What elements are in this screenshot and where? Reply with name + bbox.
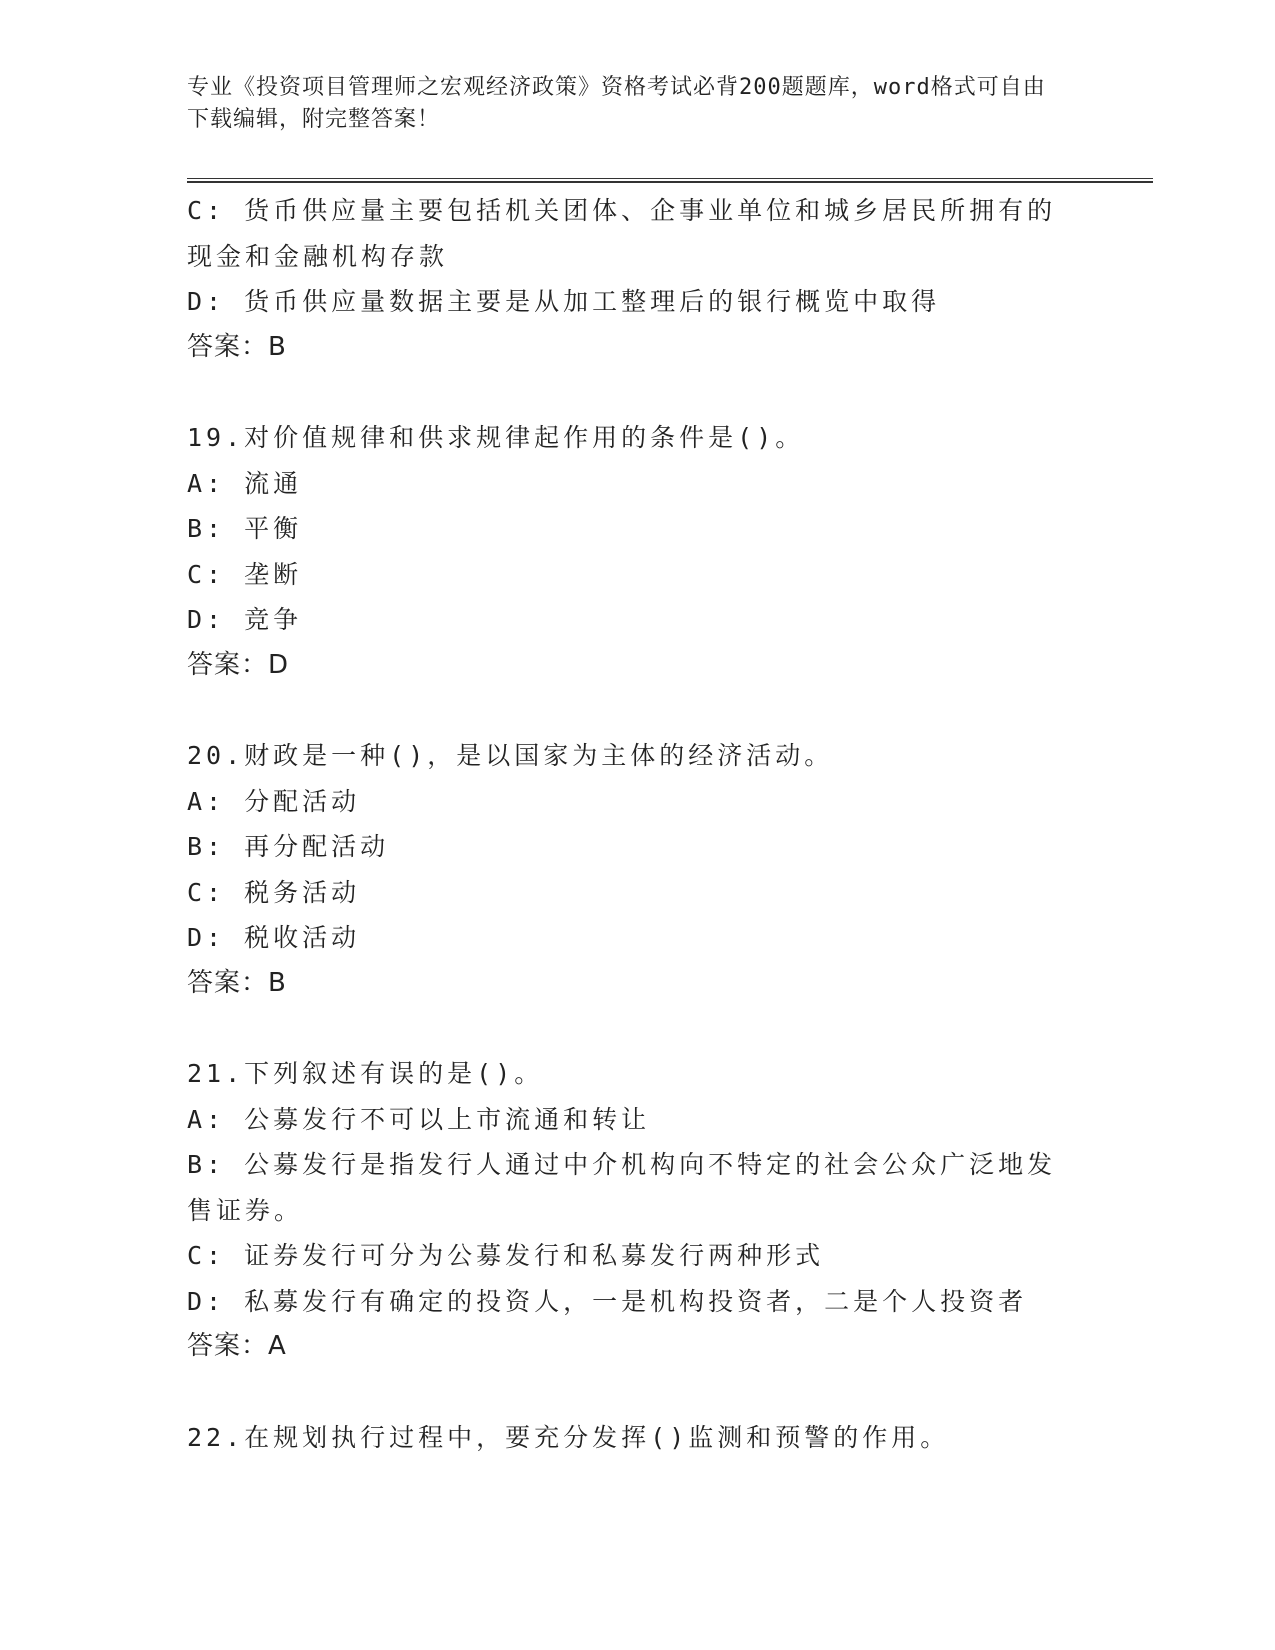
continued-question — [187, 188, 1077, 370]
option-b: B: 平衡 — [187, 514, 303, 543]
question-text: 21.下列叙述有误的是()。 — [187, 1059, 544, 1088]
option-b: B: 再分配活动 — [187, 832, 390, 861]
question-20 — [187, 733, 1077, 1006]
answer: 答案：B — [187, 331, 287, 362]
question-text: 20.财政是一种()，是以国家为主体的经济活动。 — [187, 741, 834, 770]
document-header: 专业《投资项目管理师之宏观经济政策》资格考试必背200题题库，word格式可自由下载编辑，附完整答案！ — [187, 75, 1046, 132]
option-b: B: 公募发行是指发行人通过中介机构向不特定的社会公众广泛地发售证券。 — [187, 1150, 1057, 1225]
answer: 答案：A — [187, 1331, 287, 1361]
option-d: D: 税收活动 — [187, 923, 361, 952]
option-c: C: 垄断 — [187, 559, 303, 589]
question-19 — [187, 415, 1077, 688]
option-d: D: 私募发行有确定的投资人，一是机构投资者，二是个人投资者 — [187, 1286, 1028, 1316]
option-c: C: 货币供应量主要包括机关团体、企事业单位和城乡居民所拥有的现金和金融机构存款 — [187, 196, 1057, 271]
question-text: 22.在规划执行过程中，要充分发挥()监测和预警的作用。 — [187, 1422, 950, 1452]
option-c: C: 证券发行可分为公募发行和私募发行两种形式 — [187, 1241, 825, 1270]
option-a: A: 流通 — [187, 468, 303, 498]
question-21 — [187, 1051, 1077, 1370]
document-body — [187, 188, 1077, 1460]
question-text: 19.对价值规律和供求规律起作用的条件是()。 — [187, 423, 805, 452]
option-d: D: 竞争 — [187, 605, 303, 634]
question-22 — [187, 1415, 1077, 1461]
option-d: D: 货币供应量数据主要是从加工整理后的银行概览中取得 — [187, 287, 941, 316]
header-divider — [187, 178, 1153, 183]
answer: 答案：D — [187, 649, 290, 680]
option-c: C: 税务活动 — [187, 877, 361, 907]
answer: 答案：B — [187, 967, 287, 998]
option-a: A: 公募发行不可以上市流通和转让 — [187, 1104, 651, 1134]
option-a: A: 分配活动 — [187, 786, 361, 816]
